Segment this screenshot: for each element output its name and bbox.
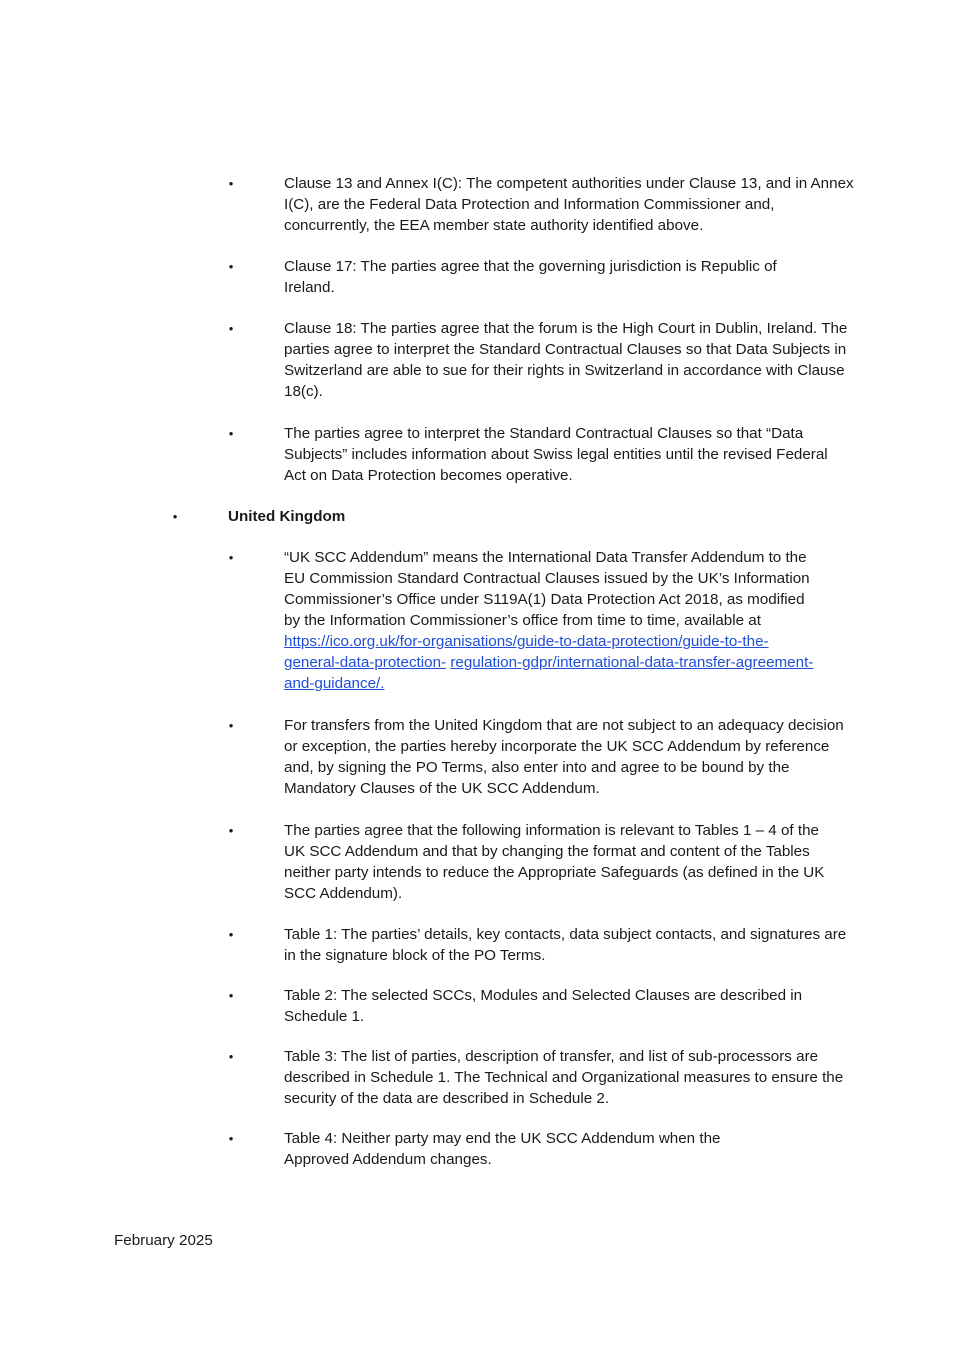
list-item-uk-addendum [228, 547, 824, 694]
list-item [228, 985, 829, 1027]
list-item-text: Table 4: Neither party may end the UK SCC Addendum when the Approved Addendum changes. [284, 1130, 721, 1168]
list-item [228, 820, 844, 904]
list-item [228, 173, 859, 236]
bullet-icon: • [228, 321, 234, 336]
list-item-text: Clause 18: The parties agree that the forum is the High Court in Dublin, Ireland. The parties agree to interpret the Standard Contractual Clauses so that Data Subjects in Switzerland are able to sue for their rights in Switzerland in accordance with Clause 18(c). [284, 320, 848, 400]
list-item [228, 1128, 754, 1170]
ico-guidance-link[interactable]: https://ico.org.uk/for-organisations/guide-to-data-protection/guide-to-the-general-data-protection- [284, 633, 769, 671]
section-heading-text: United Kingdom [228, 508, 346, 525]
list-item-text: Table 1: The parties’ details, key contacts, data subject contacts, and signatures are in the signature block of the PO Terms. [284, 926, 847, 964]
list-item-text: Table 3: The list of parties, description of transfer, and list of sub-processors are described in Schedule 1. The Technical and Organizational measures to ensure the security of the data are described in Schedule 2. [284, 1048, 844, 1107]
list-item [228, 1046, 844, 1109]
list-item [228, 924, 862, 966]
bullet-icon: • [228, 988, 234, 1003]
ico-guidance-link-continued[interactable]: regulation-gdpr/international-data-transfer-agreement-and-guidance/. [284, 654, 814, 692]
list-item-text [284, 547, 824, 694]
section-heading-united-kingdom [172, 506, 346, 527]
footer-date: February 2025 [114, 1232, 213, 1249]
list-item-text: The parties agree to interpret the Standard Contractual Clauses so that “Data Subjects” includes information about Swiss legal entities until the revised Federal Act on Data Protection becomes operative. [284, 425, 828, 484]
list-item-text: Clause 17: The parties agree that the governing jurisdiction is Republic of Ireland. [284, 258, 777, 296]
list-item-text: Clause 13 and Annex I(C): The competent authorities under Clause 13, and in Annex I(C), are the Federal Data Protection and Information Commissioner and, concurrently, the EEA member state authority identified above. [284, 175, 854, 234]
list-item [228, 318, 859, 402]
bullet-icon: • [228, 426, 234, 441]
bullet-icon: • [228, 927, 234, 942]
list-item [228, 256, 819, 298]
bullet-icon: • [228, 718, 234, 733]
addendum-definition-text: “UK SCC Addendum” means the International Data Transfer Addendum to the EU Commission Standard Contractual Clauses issued by the UK’s Information Commissioner’s Office under S119A(1) Data Protection Act 2018, as modified by the Information Commissioner’s office from time to time, available at [284, 549, 810, 629]
list-item [228, 423, 844, 486]
bullet-icon: • [228, 823, 234, 838]
bullet-icon: • [228, 1131, 234, 1146]
list-item-text: The parties agree that the following information is relevant to Tables 1 – 4 of the UK SCC Addendum and that by changing the format and content of the Tables neither party intends to reduce the Appropriate Safeguards (as defined in the UK SCC Addendum). [284, 822, 825, 902]
list-item [228, 715, 844, 799]
bullet-icon: • [228, 1049, 234, 1064]
list-item-text: For transfers from the United Kingdom that are not subject to an adequacy decision or exception, the parties hereby incorporate the UK SCC Addendum by reference and, by signing the PO Terms, also enter into and agree to be bound by the Mandatory Clauses of the UK SCC Addendum. [284, 717, 844, 797]
bullet-icon: • [228, 176, 234, 191]
bullet-icon: • [172, 509, 178, 524]
bullet-icon: • [228, 550, 234, 565]
list-item-text: Table 2: The selected SCCs, Modules and Selected Clauses are described in Schedule 1. [284, 987, 803, 1025]
bullet-icon: • [228, 259, 234, 274]
